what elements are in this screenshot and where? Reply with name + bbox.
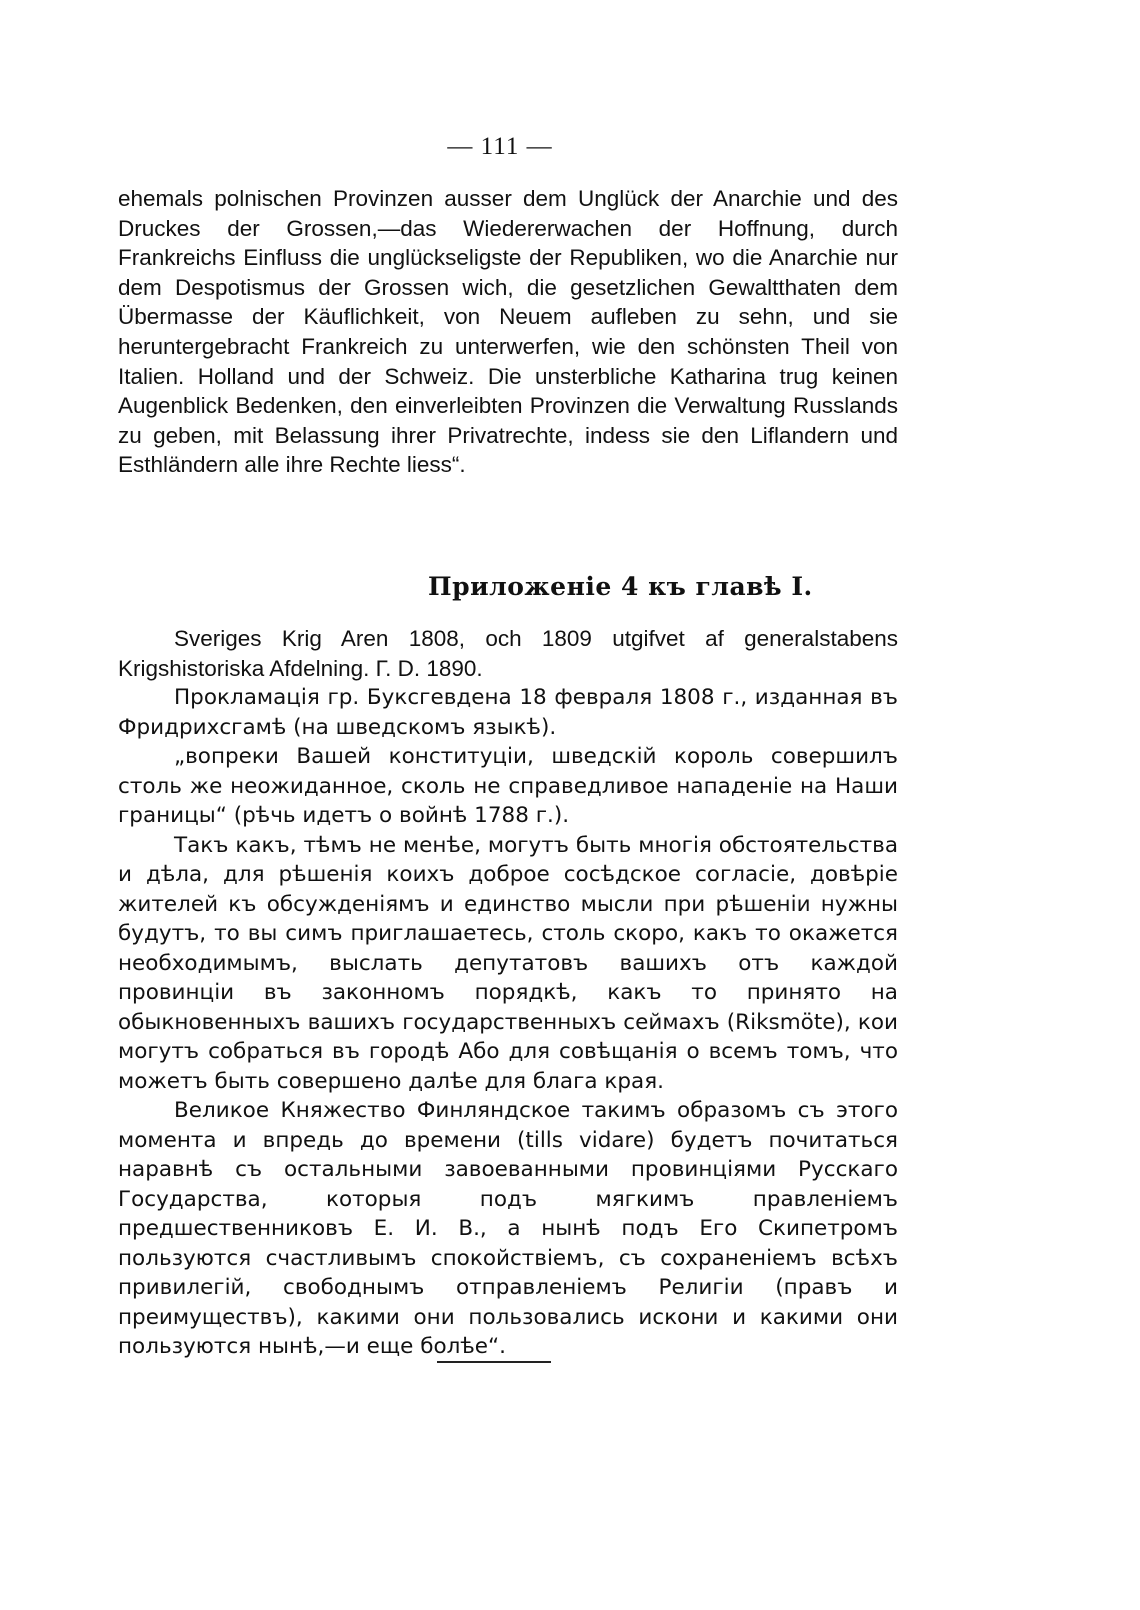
appendix-heading: Приложеніе 4 къ главѣ I.	[428, 572, 813, 601]
quote-paragraph-1: „вопреки Вашей конституціи, шведскій король совершилъ столь же неожиданное, сколь не справедливое нападеніе на Наши границы“ (рѣчь идетъ о войнѣ 1788 г.).	[118, 744, 898, 828]
appendix-body	[118, 624, 898, 1362]
page-number: — 111 —	[447, 133, 553, 160]
proclamation-paragraph: Прокламація гр. Буксгевдена 18 февраля 1808 г., изданная въ Фридрихсгамѣ (на шведскомъ языкѣ).	[118, 685, 898, 740]
quote-paragraph-2: Такъ какъ, тѣмъ не менѣе, могутъ быть многія обстоятельства и дѣла, для рѣшенія коихъ доброе сосѣдское согласіе, довѣріе жителей къ обсужденіямъ и единство мысли при рѣшеніи нужны будутъ, то вы симъ приглашаетесь, столь скоро, какъ то окажется необходимымъ, выслать депутатовъ вашихъ отъ каждой провинціи въ законномъ порядкѣ, какъ то принято на обыкновенныхъ вашихъ государственныхъ сеймахъ (Riksmöte), кои могутъ собраться въ городѣ Або для совѣщанія о всемъ томъ, что можетъ быть совершено далѣе для блага края.	[118, 832, 898, 1094]
end-rule	[437, 1361, 551, 1363]
source-citation: Sveriges Krig Aren 1808, och 1809 utgifvet af generalstabens Krigshistoriska Afdelning. Г. D. 1890.	[118, 626, 898, 681]
quote-paragraph-3: Великое Княжество Финляндское такимъ образомъ съ этого момента и впредь до времени (tills vidare) будетъ почитаться наравнѣ съ остальными завоеванными провинціями Русскаго Государства, которыя подъ мягкимъ правленіемъ предшественниковъ Е. И. В., а нынѣ подъ Его Скипетромъ пользуются счастливымъ спокойствіемъ, съ сохраненіемъ всѣхъ привилегій, свободнымъ отправленіемъ Религіи (правъ и преимуществъ), какими они пользовались искони и какими они пользуются нынѣ,—и еще болѣе“.	[118, 1098, 898, 1359]
continuation-paragraph: ehemals polnischen Provinzen ausser dem Unglück der Anarchie und des Druckes der Grossen,—das Wiedererwachen der Hoffnung, durch Frankreichs Einfluss die unglückseligste der Republiken, wo die Anarchie nur dem Despotismus der Grossen wich, die gesetzlichen Gewaltthaten dem Übermasse der Käuflichkeit, von Neuem aufleben zu sehn, und sie heruntergebracht Frankreich zu unterwerfen, wie den schönsten Theil von Italien. Holland und der Schweiz. Die unsterbliche Katharina trug keinen Augenblick Bedenken, den einverleibten Provinzen die Verwaltung Russlands zu geben, mit Belassung ihrer Privatrechte, indess sie den Liflandern und Esthländern alle ihre Rechte liess“.	[118, 186, 898, 478]
continuation-block	[118, 184, 898, 480]
